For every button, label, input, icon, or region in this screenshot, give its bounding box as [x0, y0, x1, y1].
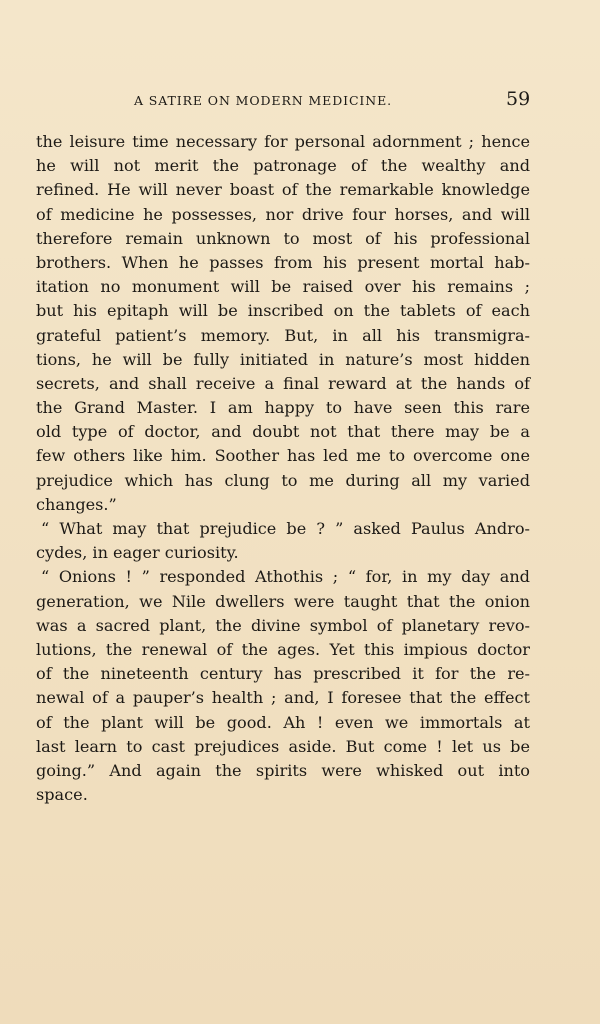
page-number: 59: [506, 88, 531, 110]
text-line: last learn to cast prejudices aside. But come ! let us be: [36, 736, 530, 756]
text-line: lutions, the renewal of the ages. Yet this impious doctor: [36, 639, 530, 659]
text-line: secrets, and shall receive a final reward at the hands of: [36, 373, 530, 393]
text-line: few others like him. Soother has led me to overcome one: [36, 446, 530, 466]
paragraph-end-line: space.: [36, 785, 88, 805]
text-line: but his epitaph will be inscribed on the tablets of each: [36, 301, 530, 321]
text-line: newal of a pauper’s health ; and, I foresee that the effect: [36, 688, 530, 708]
body-text: [36, 130, 530, 807]
text-line: the Grand Master. I am happy to have seen this rare: [36, 398, 530, 418]
text-line: of medicine he possesses, nor drive four horses, and will: [36, 204, 530, 224]
running-header: [0, 88, 600, 112]
text-line: therefore remain unknown to most of his professional: [36, 228, 530, 248]
text-line: he will not merit the patronage of the wealthy and: [36, 156, 530, 176]
paragraph-start-line: “ What may that prejudice be ? ” asked Paulus Andro-: [41, 519, 530, 538]
text-line: refined. He will never boast of the remarkable knowledge: [36, 180, 530, 200]
text-line: going.” And again the spirits were whisked out into: [36, 760, 530, 780]
text-line: old type of doctor, and doubt not that there may be a: [36, 422, 530, 442]
text-line: the leisure time necessary for personal adornment ; hence: [36, 132, 530, 151]
text-line: of the nineteenth century has prescribed it for the re-: [36, 664, 530, 684]
text-line: grateful patient’s memory. But, in all his transmigra-: [36, 325, 530, 345]
text-line: brothers. When he passes from his present mortal hab-: [36, 252, 530, 272]
paragraph-end-line: changes.”: [36, 494, 117, 514]
text-line: itation no monument will be raised over his remains ;: [36, 277, 530, 297]
text-line: generation, we Nile dwellers were taught that the onion: [36, 591, 530, 611]
text-line: prejudice which has clung to me during all my varied: [36, 470, 530, 490]
paragraph-end-line: cydes, in eager curiosity.: [36, 543, 239, 563]
text-line: of the plant will be good. Ah ! even we immortals at: [36, 712, 530, 732]
running-title: A SATIRE ON MODERN MEDICINE.: [134, 93, 392, 108]
text-line: was a sacred plant, the divine symbol of planetary revo-: [36, 615, 530, 635]
paragraph-start-line: “ Onions ! ” responded Athothis ; “ for, in my day and: [41, 567, 530, 587]
text-line: tions, he will be fully initiated in nature’s most hidden: [36, 349, 530, 369]
